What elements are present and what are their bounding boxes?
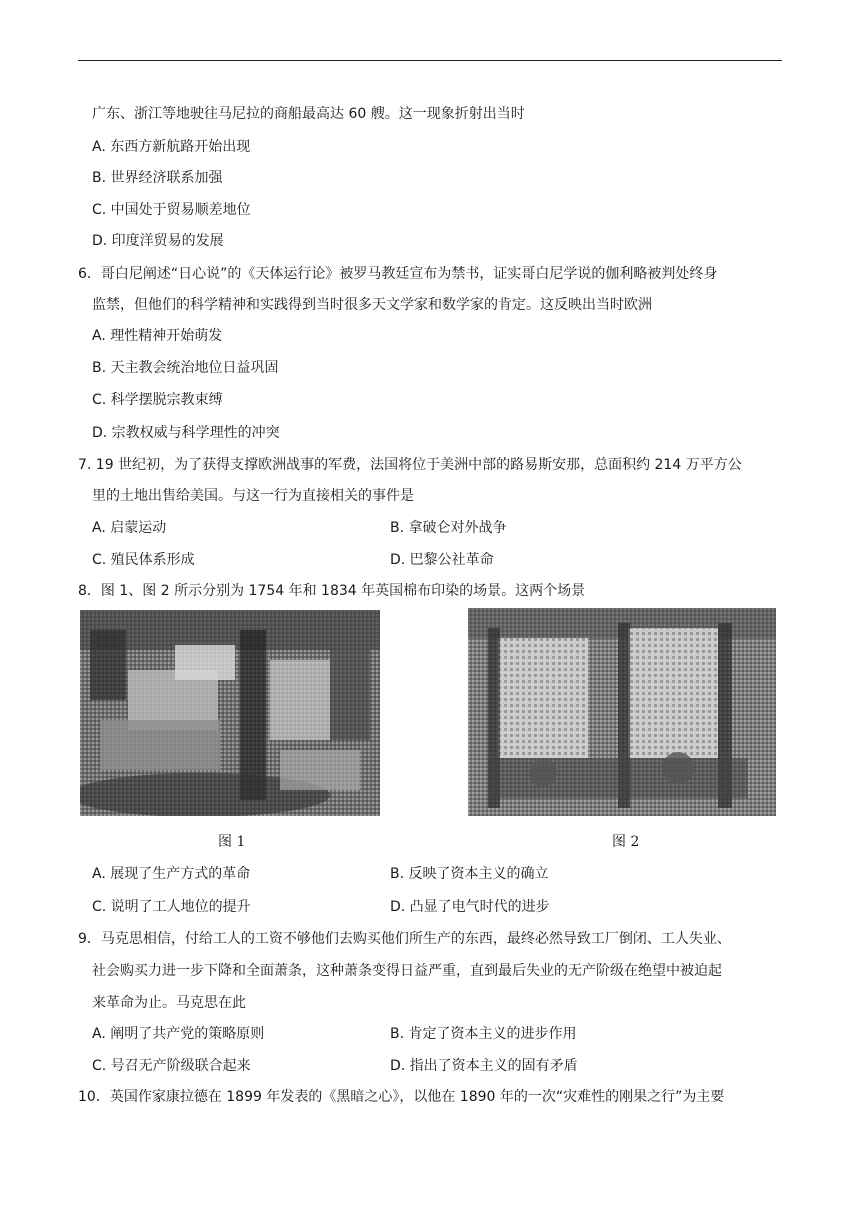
q6-option-c: C. 科学摆脱宗教束缚 [92, 392, 223, 408]
q9-stem-line3: 来革命为止。马克思在此 [92, 995, 246, 1011]
q8-stem: 8．图 1、图 2 所示分别为 1754 年和 1834 年英国棉布印染的场景。这两个场景 [78, 583, 586, 599]
q5-option-b: B. 世界经济联系加强 [92, 170, 223, 186]
q8-option-a: A. 展现了生产方式的革命 [92, 866, 251, 882]
q10-stem: 10．英国作家康拉德在 1899 年发表的《黑暗之心》，以他在 1890 年的一次“灾难性的刚果之行”为主要 [78, 1089, 725, 1105]
q7-stem-line2: 里的土地出售给美国。与这一行为直接相关的事件是 [92, 488, 414, 504]
q5-option-a: A. 东西方新航路开始出现 [92, 139, 251, 155]
q5-option-c: C. 中国处于贸易顺差地位 [92, 202, 251, 218]
figure-1-caption: 图 1 [218, 834, 246, 850]
q5-stem: 广东、浙江等地驶往马尼拉的商船最高达 60 艘。这一现象折射出当时 [92, 106, 525, 122]
q9-stem-line1: 9．马克思相信，付给工人的工资不够他们去购买他们所生产的东西，最终必然导致工厂倒闭、工人失业、 [78, 931, 731, 947]
q5-option-d: D. 印度洋贸易的发展 [92, 233, 224, 249]
q9-option-a: A. 阐明了共产党的策略原则 [92, 1026, 265, 1042]
q7-option-d: D. 巴黎公社革命 [390, 552, 494, 568]
header-rule [78, 60, 782, 61]
q6-option-d: D. 宗教权威与科学理性的冲突 [92, 425, 280, 441]
q7-option-c: C. 殖民体系形成 [92, 552, 195, 568]
q7-option-a: A. 启蒙运动 [92, 520, 167, 536]
q9-option-d: D. 指出了资本主义的固有矛盾 [390, 1058, 578, 1074]
q7-stem-line1: 7. 19 世纪初，为了获得支撑欧洲战事的军费，法国将位于美洲中部的路易斯安那，总面积约 214 万平方公 [78, 457, 742, 473]
q7-option-b: B. 拿破仑对外战争 [390, 520, 507, 536]
q8-option-d: D. 凸显了电气时代的进步 [390, 899, 550, 915]
figure-2-caption: 图 2 [612, 834, 640, 850]
q6-stem-line2: 监禁，但他们的科学精神和实践得到当时很多天文学家和数学家的肯定。这反映出当时欧洲 [92, 297, 652, 313]
q9-option-b: B. 肯定了资本主义的进步作用 [390, 1026, 577, 1042]
q8-option-b: B. 反映了资本主义的确立 [390, 866, 549, 882]
q6-stem-line1: 6．哥白尼阐述“日心说”的《天体运行论》被罗马教廷宣布为禁书，证实哥白尼学说的伽利略被判处终身 [78, 266, 718, 282]
q9-option-c: C. 号召无产阶级联合起来 [92, 1058, 251, 1074]
q8-option-c: C. 说明了工人地位的提升 [92, 899, 251, 915]
figure-1-image [80, 610, 380, 816]
q6-option-b: B. 天主教会统治地位日益巩固 [92, 360, 279, 376]
figure-2-image [468, 608, 776, 816]
q6-option-a: A. 理性精神开始萌发 [92, 328, 223, 344]
q9-stem-line2: 社会购买力进一步下降和全面萧条，这种萧条变得日益严重，直到最后失业的无产阶级在绝望中被迫起 [92, 963, 722, 979]
